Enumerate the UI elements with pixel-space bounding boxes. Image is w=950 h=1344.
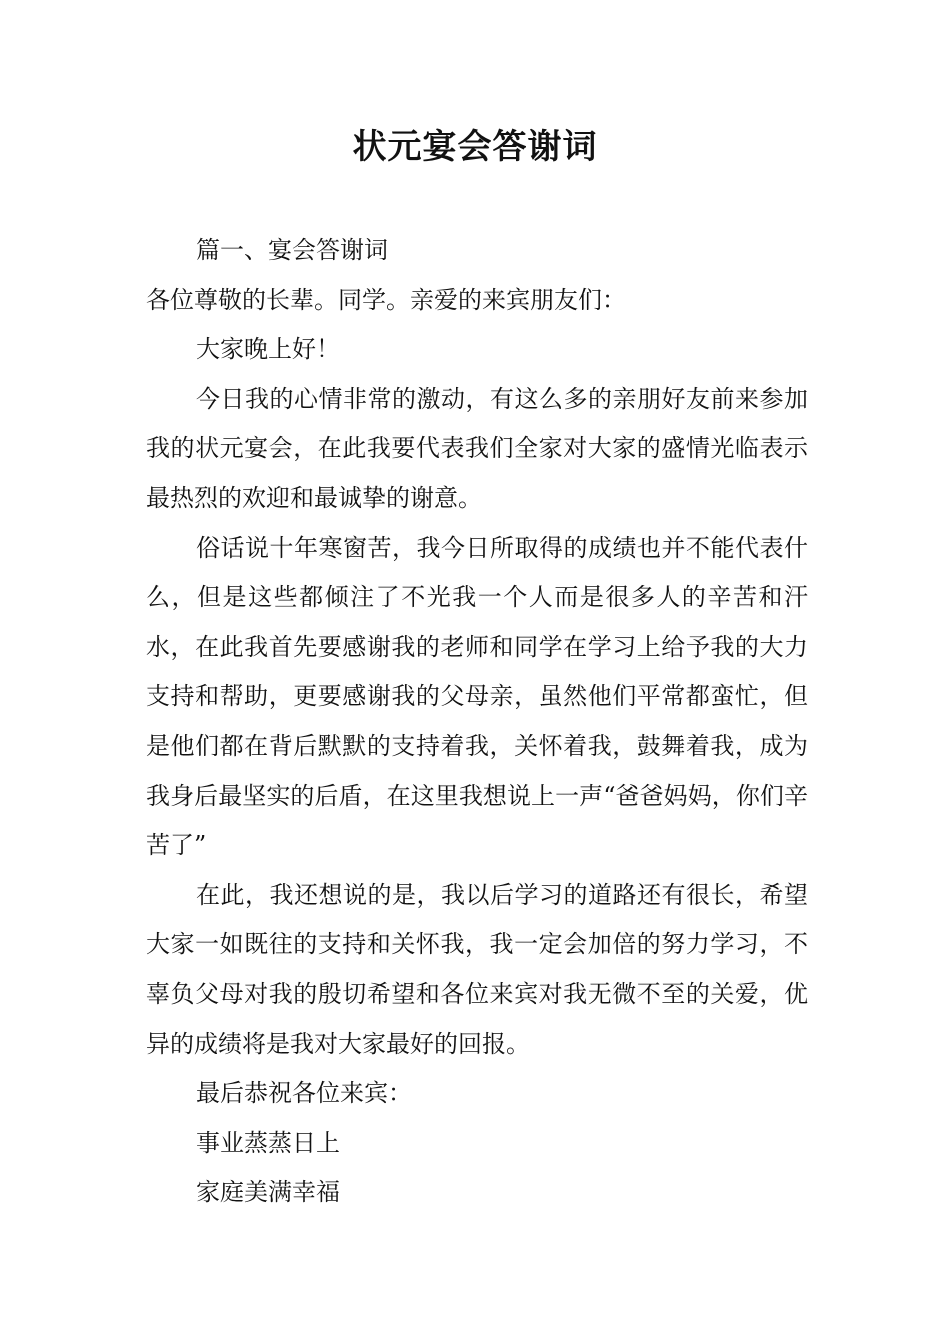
greeting: 大家晚上好！ <box>196 335 340 364</box>
document-title: 状元宴会答谢词 <box>352 127 598 167</box>
wish-family: 家庭美满幸福 <box>196 1178 340 1207</box>
section-heading: 篇一、宴会答谢词 <box>196 236 388 264</box>
document-body <box>146 226 808 1218</box>
paragraph-future: 在此，我还想说的是，我以后学习的道路还有很长，希望大家一如既往的支持和关怀我，我一定会加倍的努力学习，不辜负父母对我的殷切希望和各位来宾对我无微不至的关爱，优异的成绩将是我对大家最好的回报。 <box>146 880 808 1058</box>
paragraph-gratitude: 俗话说十年寒窗苦，我今日所取得的成绩也并不能代表什么，但是这些都倾注了不光我一个人而是很多人的辛苦和汗水，在此我首先要感谢我的老师和同学在学习上给予我的大力支持和帮助，更要感谢我的父母亲，虽然他们平常都蛮忙，但是他们都在背后默默的支持着我，关怀着我，鼓舞着我，成为我身后最坚实的后盾，在这里我想说上一声“爸爸妈妈，你们辛苦了” <box>146 533 808 860</box>
paragraph-thanks: 今日我的心情非常的激动，有这么多的亲朋好友前来参加我的状元宴会，在此我要代表我们全家对大家的盛情光临表示最热烈的欢迎和最诚挚的谢意。 <box>146 384 808 512</box>
salutation: 各位尊敬的长辈。同学。亲爱的来宾朋友们： <box>146 285 626 314</box>
closing-intro: 最后恭祝各位来宾： <box>196 1079 412 1108</box>
wish-career: 事业蒸蒸日上 <box>196 1128 340 1157</box>
